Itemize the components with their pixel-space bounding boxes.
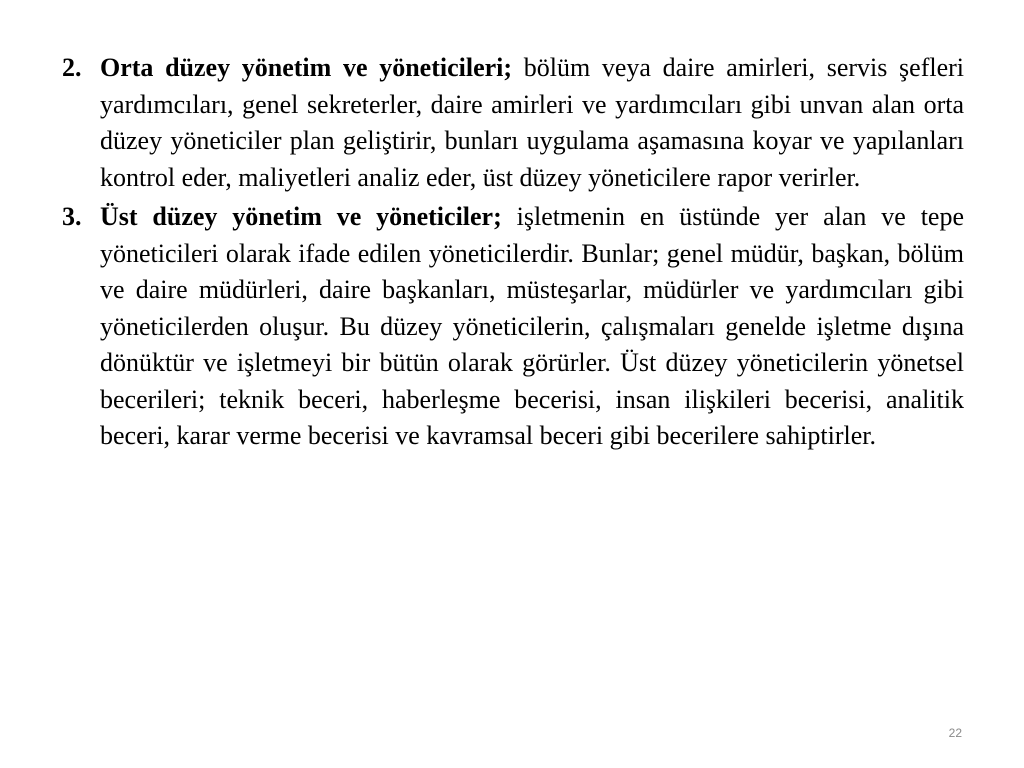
item-text: işletmenin en üstünde yer alan ve tepe yöneticileri olarak ifade edilen yöneticilerdir. Bunlar; genel müdür, başkan, bölüm ve daire müdürleri, daire başkanları, müsteşarlar, müdürler ve yardımcıları gibi yöneticilerden oluşur. Bu düzey yöneticilerin, çalışmaları genelde işletme dışına dönüktür ve işletmeyi bir bütün olarak görürler. Üst düzey yöneticilerin yönetsel becerileri; teknik beceri, haberleşme becerisi, insan ilişkileri becerisi, analitik beceri, karar verme becerisi ve kavramsal beceri gibi becerilere sahiptirler.: [100, 202, 964, 450]
item-term: Üst düzey yönetim ve yöneticiler;: [100, 202, 502, 231]
item-text: bölüm veya daire amirleri, servis şefleri yardımcıları, genel sekreterler, daire amirleri ve yardımcıları gibi unvan alan orta düzey yöneticiler plan geliştirir, bunları uygulama aşamasına koyar ve yapılanları kontrol eder, maliyetleri analiz eder, üst düzey yöneticilere rapor verirler.: [100, 53, 964, 192]
item-number: 3.: [62, 202, 82, 231]
item-body: [100, 199, 964, 455]
slide-content: [62, 50, 964, 458]
list-item-2: [62, 50, 964, 196]
item-number: 2.: [62, 53, 82, 82]
page-number: 22: [948, 726, 962, 740]
item-term: Orta düzey yönetim ve yöneticileri;: [100, 53, 513, 82]
item-body: [100, 50, 964, 196]
list-item-3: [62, 199, 964, 455]
